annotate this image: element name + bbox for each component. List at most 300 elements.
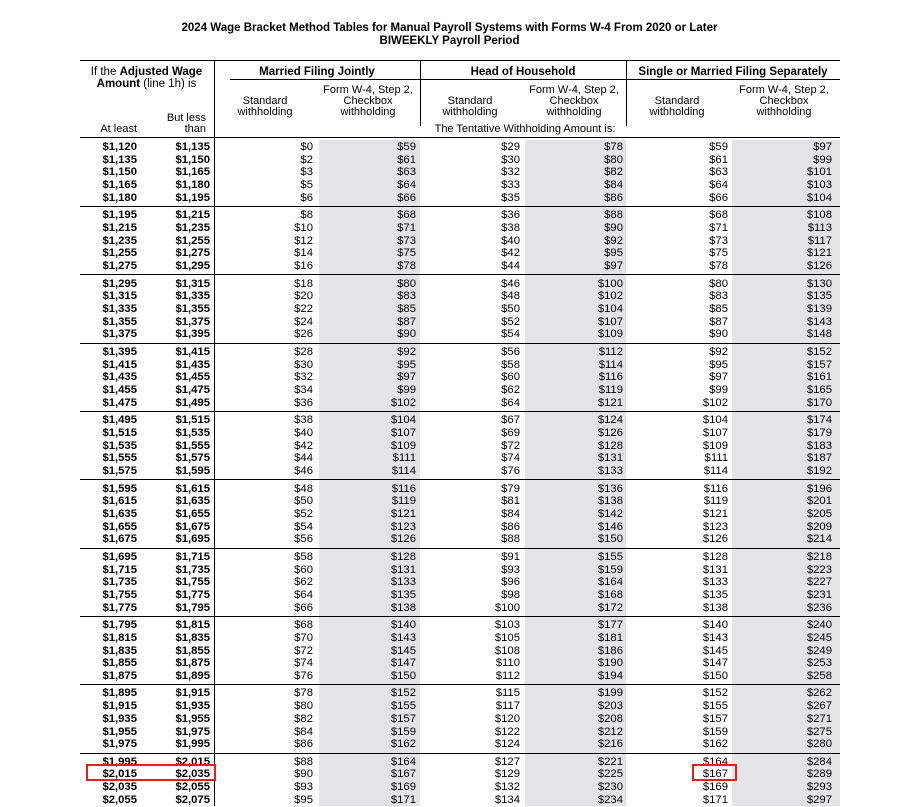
table-cell: $123 — [390, 520, 416, 533]
table-cell: $123 — [702, 520, 728, 533]
table-cell: $227 — [806, 576, 832, 589]
table-cell: $155 — [597, 550, 623, 563]
table-row — [0, 397, 899, 410]
table-cell: $95 — [604, 247, 623, 260]
table-cell: $1,795 — [102, 619, 137, 632]
group-header-single: Single or Married Filing Separately — [638, 66, 828, 78]
table-cell: $169 — [702, 781, 728, 794]
table-cell: $275 — [806, 725, 832, 738]
table-cell: $81 — [501, 495, 520, 508]
table-cell: $93 — [501, 563, 520, 576]
table-cell: $78 — [397, 260, 416, 273]
at-least-header: At least — [100, 123, 137, 135]
table-cell: $169 — [390, 781, 416, 794]
table-cell: $121 — [597, 396, 623, 409]
table-row — [0, 346, 899, 359]
table-cell: $1,455 — [102, 384, 137, 396]
table-cell: $62 — [294, 576, 313, 589]
table-cell: $284 — [806, 755, 832, 768]
table-cell: $121 — [390, 507, 416, 520]
table-cell: $280 — [806, 738, 832, 751]
group-separator — [80, 411, 840, 412]
table-cell: $135 — [390, 588, 416, 601]
table-row — [0, 166, 899, 179]
table-cell: $76 — [501, 465, 520, 477]
table-cell: $1,635 — [175, 495, 210, 508]
table-cell: $71 — [397, 222, 416, 234]
table-cell: $48 — [294, 482, 313, 495]
table-row — [0, 738, 899, 751]
table-cell: $22 — [294, 303, 313, 315]
table-cell: $1,755 — [175, 576, 210, 589]
table-cell: $73 — [397, 234, 416, 247]
table-row — [0, 141, 899, 154]
table-cell: $72 — [501, 439, 520, 452]
standard-withholding-header: Standard withholding — [442, 95, 498, 118]
table-cell: $40 — [501, 234, 520, 247]
table-cell: $1,435 — [102, 371, 137, 384]
table-cell: $90 — [294, 768, 313, 781]
table-cell: $201 — [806, 495, 832, 508]
group-separator — [80, 274, 840, 275]
table-cell: $90 — [397, 328, 416, 341]
table-cell: $104 — [597, 303, 623, 315]
table-cell: $2,035 — [102, 781, 137, 794]
table-cell: $60 — [294, 563, 313, 576]
table-cell: $38 — [294, 414, 313, 427]
table-cell: $62 — [501, 384, 520, 396]
table-cell: $196 — [806, 482, 832, 495]
table-cell: $44 — [294, 452, 313, 465]
table-cell: $114 — [598, 358, 623, 371]
table-cell: $99 — [813, 153, 832, 166]
table-cell: $1,415 — [102, 358, 137, 371]
checkbox-withholding-header: Form W-4, Step 2, Checkbox withholding — [739, 84, 829, 118]
table-cell: $1,595 — [175, 465, 210, 477]
table-cell: $1,315 — [175, 277, 210, 290]
page-title: 2024 Wage Bracket Method Tables for Manual Payroll Systems with Forms W-4 From 2020 or Later — [181, 22, 718, 34]
table-cell: $138 — [597, 495, 623, 508]
table-cell: $194 — [597, 669, 623, 682]
table-row — [0, 619, 899, 632]
table-cell: $101 — [806, 166, 832, 179]
group-separator — [80, 684, 840, 685]
table-row — [0, 154, 899, 167]
table-cell: $60 — [501, 371, 520, 384]
table-cell: $1,575 — [175, 452, 210, 465]
table-cell: $1,815 — [175, 619, 210, 632]
table-cell: $240 — [806, 619, 832, 632]
table-cell: $92 — [397, 345, 416, 358]
table-cell: $109 — [390, 439, 416, 452]
table-cell: $107 — [390, 426, 416, 439]
table-cell: $1,180 — [175, 179, 210, 192]
table-cell: $119 — [703, 495, 728, 508]
table-cell: $46 — [501, 277, 520, 290]
table-cell: $78 — [294, 687, 313, 700]
table-cell: $167 — [702, 768, 728, 781]
table-cell: $1,495 — [175, 396, 210, 409]
table-cell: $199 — [597, 687, 623, 700]
table-cell: $80 — [709, 277, 728, 290]
table-cell: $1,735 — [102, 576, 137, 589]
table-cell: $1,955 — [175, 712, 210, 725]
table-cell: $152 — [702, 687, 728, 700]
table-cell: $1,655 — [102, 520, 137, 533]
table-row — [0, 726, 899, 739]
table-row — [0, 781, 899, 794]
table-cell: $1,935 — [175, 700, 210, 713]
group-separator — [80, 206, 840, 207]
table-cell: $162 — [702, 738, 728, 751]
table-cell: $112 — [598, 345, 623, 358]
table-cell: $138 — [702, 601, 728, 614]
table-cell: $97 — [709, 371, 728, 384]
table-row — [0, 657, 899, 670]
table-cell: $1,195 — [102, 209, 137, 222]
table-cell: $2,055 — [102, 793, 137, 806]
table-row — [0, 222, 899, 235]
table-cell: $186 — [597, 644, 623, 657]
table-cell: $66 — [294, 601, 313, 614]
table-cell: $1,715 — [102, 563, 137, 576]
table-cell: $88 — [501, 533, 520, 546]
table-cell: $216 — [597, 738, 623, 751]
table-cell: $111 — [704, 452, 728, 465]
table-cell: $1,215 — [175, 209, 210, 222]
table-cell: $1,165 — [175, 166, 210, 179]
table-cell: $128 — [390, 550, 416, 563]
table-cell: $86 — [604, 191, 623, 204]
table-row — [0, 521, 899, 534]
group-separator — [80, 548, 840, 549]
table-cell: $138 — [390, 601, 416, 614]
table-cell: $231 — [806, 588, 832, 601]
table-cell: $1,895 — [175, 669, 210, 682]
table-cell: $75 — [397, 247, 416, 260]
table-cell: $1,355 — [102, 315, 137, 328]
table-cell: $110 — [495, 657, 520, 670]
table-cell: $221 — [597, 755, 623, 768]
table-cell: $119 — [598, 384, 623, 396]
table-cell: $1,375 — [102, 328, 137, 341]
table-cell: $131 — [597, 452, 623, 465]
table-cell: $68 — [294, 619, 313, 632]
table-cell: $64 — [501, 396, 520, 409]
table-row — [0, 589, 899, 602]
table-cell: $1,150 — [102, 166, 137, 179]
table-cell: $177 — [597, 619, 623, 632]
table-row — [0, 209, 899, 222]
table-cell: $1,895 — [102, 687, 137, 700]
table-cell: $116 — [703, 482, 728, 495]
table-cell: $253 — [806, 657, 832, 670]
table-cell: $0 — [300, 141, 313, 153]
table-row — [0, 465, 899, 478]
table-cell: $157 — [390, 712, 416, 725]
table-cell: $167 — [390, 768, 416, 781]
table-cell: $92 — [709, 345, 728, 358]
table-row — [0, 670, 899, 683]
table-cell: $114 — [703, 465, 728, 477]
table-cell: $14 — [294, 247, 313, 260]
table-cell: $66 — [709, 191, 728, 204]
table-cell: $208 — [597, 712, 623, 725]
table-cell: $1,255 — [175, 234, 210, 247]
table-cell: $85 — [397, 303, 416, 315]
table-cell: $12 — [294, 234, 313, 247]
group-separator — [80, 753, 840, 754]
table-cell: $83 — [397, 290, 416, 303]
table-cell: $1,795 — [175, 601, 210, 614]
table-cell: $136 — [597, 482, 623, 495]
table-cell: $162 — [390, 738, 416, 751]
table-cell: $8 — [300, 209, 313, 222]
table-cell: $36 — [501, 209, 520, 222]
table-cell: $1,275 — [102, 260, 137, 273]
table-cell: $54 — [294, 520, 313, 533]
table-cell: $236 — [806, 601, 832, 614]
table-cell: $126 — [806, 260, 832, 273]
table-cell: $102 — [702, 396, 728, 409]
table-cell: $179 — [806, 426, 832, 439]
table-cell: $134 — [494, 793, 520, 806]
table-cell: $1,535 — [175, 426, 210, 439]
table-cell: $1,515 — [102, 426, 137, 439]
table-cell: $1,575 — [102, 465, 137, 477]
table-cell: $88 — [294, 755, 313, 768]
standard-withholding-header: Standard withholding — [649, 95, 705, 118]
table-cell: $128 — [597, 439, 623, 452]
table-cell: $90 — [709, 328, 728, 341]
table-cell: $126 — [702, 533, 728, 546]
table-cell: $90 — [604, 222, 623, 234]
table-row — [0, 551, 899, 564]
group-separator — [80, 343, 840, 344]
table-row — [0, 247, 899, 260]
table-cell: $172 — [597, 601, 623, 614]
table-cell: $147 — [390, 657, 416, 670]
table-cell: $2 — [300, 153, 313, 166]
table-cell: $1,355 — [175, 303, 210, 315]
table-cell: $61 — [397, 153, 416, 166]
table-row — [0, 687, 899, 700]
table-cell: $85 — [709, 303, 728, 315]
table-cell: $1,195 — [175, 191, 210, 204]
table-cell: $124 — [494, 738, 520, 751]
table-cell: $2,055 — [175, 781, 210, 794]
table-cell: $133 — [597, 465, 623, 477]
table-cell: $1,255 — [102, 247, 137, 260]
table-cell: $1,755 — [102, 588, 137, 601]
table-cell: $1,335 — [102, 303, 137, 315]
table-cell: $1,975 — [175, 725, 210, 738]
table-cell: $64 — [294, 588, 313, 601]
table-cell: $86 — [501, 520, 520, 533]
table-row — [0, 452, 899, 465]
table-cell: $126 — [390, 533, 416, 546]
table-cell: $59 — [397, 141, 416, 153]
table-cell: $24 — [294, 315, 313, 328]
table-cell: $67 — [501, 414, 520, 427]
table-cell: $140 — [390, 619, 416, 632]
highlight-amount — [692, 764, 737, 781]
page-subtitle: BIWEEKLY Payroll Period — [379, 35, 520, 47]
table-row — [0, 260, 899, 273]
table-row — [0, 645, 899, 658]
table-cell: $63 — [709, 166, 728, 179]
table-cell: $2,015 — [102, 768, 137, 781]
table-cell: $1,655 — [175, 507, 210, 520]
table-cell: $127 — [494, 755, 520, 768]
table-cell: $146 — [597, 520, 623, 533]
table-row — [0, 794, 899, 807]
table-cell: $2,035 — [175, 768, 210, 781]
table-cell: $1,180 — [102, 191, 137, 204]
table-cell: $97 — [604, 260, 623, 273]
table-cell: $1,615 — [175, 482, 210, 495]
but-less-header: But less than — [166, 112, 206, 135]
table-cell: $119 — [391, 495, 416, 508]
table-cell: $143 — [702, 631, 728, 644]
table-cell: $1,595 — [102, 482, 137, 495]
table-cell: $107 — [597, 315, 623, 328]
table-cell: $111 — [392, 452, 416, 465]
table-row — [0, 328, 899, 341]
table-cell: $150 — [597, 533, 623, 546]
table-row — [0, 495, 899, 508]
table-cell: $212 — [597, 725, 623, 738]
table-cell: $121 — [806, 247, 832, 260]
table-cell: $104 — [702, 414, 728, 427]
table-cell: $150 — [390, 669, 416, 682]
table-cell: $100 — [597, 277, 623, 290]
table-cell: $82 — [294, 712, 313, 725]
table-cell: $92 — [604, 234, 623, 247]
table-cell: $1,135 — [175, 141, 210, 153]
table-cell: $190 — [597, 657, 623, 670]
table-cell: $84 — [294, 725, 313, 738]
table-cell: $16 — [294, 260, 313, 273]
table-cell: $152 — [806, 345, 832, 358]
table-row — [0, 700, 899, 713]
table-cell: $54 — [501, 328, 520, 341]
table-cell: $1,995 — [175, 738, 210, 751]
table-cell: $82 — [604, 166, 623, 179]
table-cell: $1,275 — [175, 247, 210, 260]
table-cell: $1,995 — [102, 755, 137, 768]
table-cell: $230 — [597, 781, 623, 794]
table-cell: $142 — [597, 507, 623, 520]
table-cell: $64 — [397, 179, 416, 192]
table-cell: $95 — [709, 358, 728, 371]
table-cell: $95 — [397, 358, 416, 371]
table-cell: $1,975 — [102, 738, 137, 751]
table-cell: $245 — [806, 631, 832, 644]
table-cell: $140 — [702, 619, 728, 632]
table-cell: $46 — [294, 465, 313, 477]
table-row — [0, 414, 899, 427]
table-cell: $1,395 — [102, 345, 137, 358]
table-cell: $1,875 — [175, 657, 210, 670]
group-separator — [80, 479, 840, 480]
table-row — [0, 440, 899, 453]
table-cell: $139 — [806, 303, 832, 315]
table-row — [0, 483, 899, 496]
table-cell: $26 — [294, 328, 313, 341]
table-cell: $267 — [806, 700, 832, 713]
table-cell: $168 — [597, 588, 623, 601]
table-cell: $171 — [390, 793, 416, 806]
group-separator — [80, 616, 840, 617]
table-cell: $58 — [501, 358, 520, 371]
table-cell: $1,675 — [102, 533, 137, 546]
table-cell: $78 — [709, 260, 728, 273]
table-cell: $69 — [501, 426, 520, 439]
table-cell: $1,235 — [175, 222, 210, 234]
table-cell: $171 — [702, 793, 728, 806]
table-row — [0, 179, 899, 192]
table-cell: $124 — [597, 414, 623, 427]
table-cell: $93 — [294, 781, 313, 794]
table-row — [0, 278, 899, 291]
table-cell: $183 — [806, 439, 832, 452]
table-cell: $73 — [709, 234, 728, 247]
table-cell: $1,535 — [102, 439, 137, 452]
table-cell: $6 — [300, 191, 313, 204]
table-cell: $1,335 — [175, 290, 210, 303]
table-cell: $1,135 — [102, 153, 137, 166]
table-cell: $1,215 — [102, 222, 137, 234]
table-cell: $1,675 — [175, 520, 210, 533]
table-cell: $107 — [702, 426, 728, 439]
table-cell: $1,395 — [175, 328, 210, 341]
table-row — [0, 576, 899, 589]
table-cell: $74 — [501, 452, 520, 465]
table-cell: $192 — [806, 465, 832, 477]
table-cell: $130 — [806, 277, 832, 290]
table-cell: $1,695 — [175, 533, 210, 546]
table-cell: $1,695 — [102, 550, 137, 563]
table-cell: $225 — [597, 768, 623, 781]
table-cell: $164 — [597, 576, 623, 589]
table-cell: $218 — [806, 550, 832, 563]
table-cell: $59 — [709, 141, 728, 153]
highlight-wage-range — [86, 764, 216, 781]
table-cell: $223 — [806, 563, 832, 576]
table-cell: $80 — [604, 153, 623, 166]
table-cell: $48 — [501, 290, 520, 303]
table-row — [0, 316, 899, 329]
table-row — [0, 371, 899, 384]
table-cell: $133 — [702, 576, 728, 589]
table-cell: $1,315 — [102, 290, 137, 303]
table-cell: $122 — [494, 725, 520, 738]
table-cell: $116 — [598, 371, 623, 384]
table-cell: $1,835 — [175, 631, 210, 644]
table-cell: $70 — [294, 631, 313, 644]
table-cell: $38 — [501, 222, 520, 234]
table-cell: $157 — [806, 358, 832, 371]
table-cell: $117 — [807, 234, 832, 247]
table-cell: $72 — [294, 644, 313, 657]
table-cell: $5 — [300, 179, 313, 192]
table-cell: $129 — [494, 768, 520, 781]
table-cell: $148 — [806, 328, 832, 341]
table-cell: $97 — [813, 141, 832, 153]
table-cell: $152 — [390, 687, 416, 700]
table-row — [0, 508, 899, 521]
